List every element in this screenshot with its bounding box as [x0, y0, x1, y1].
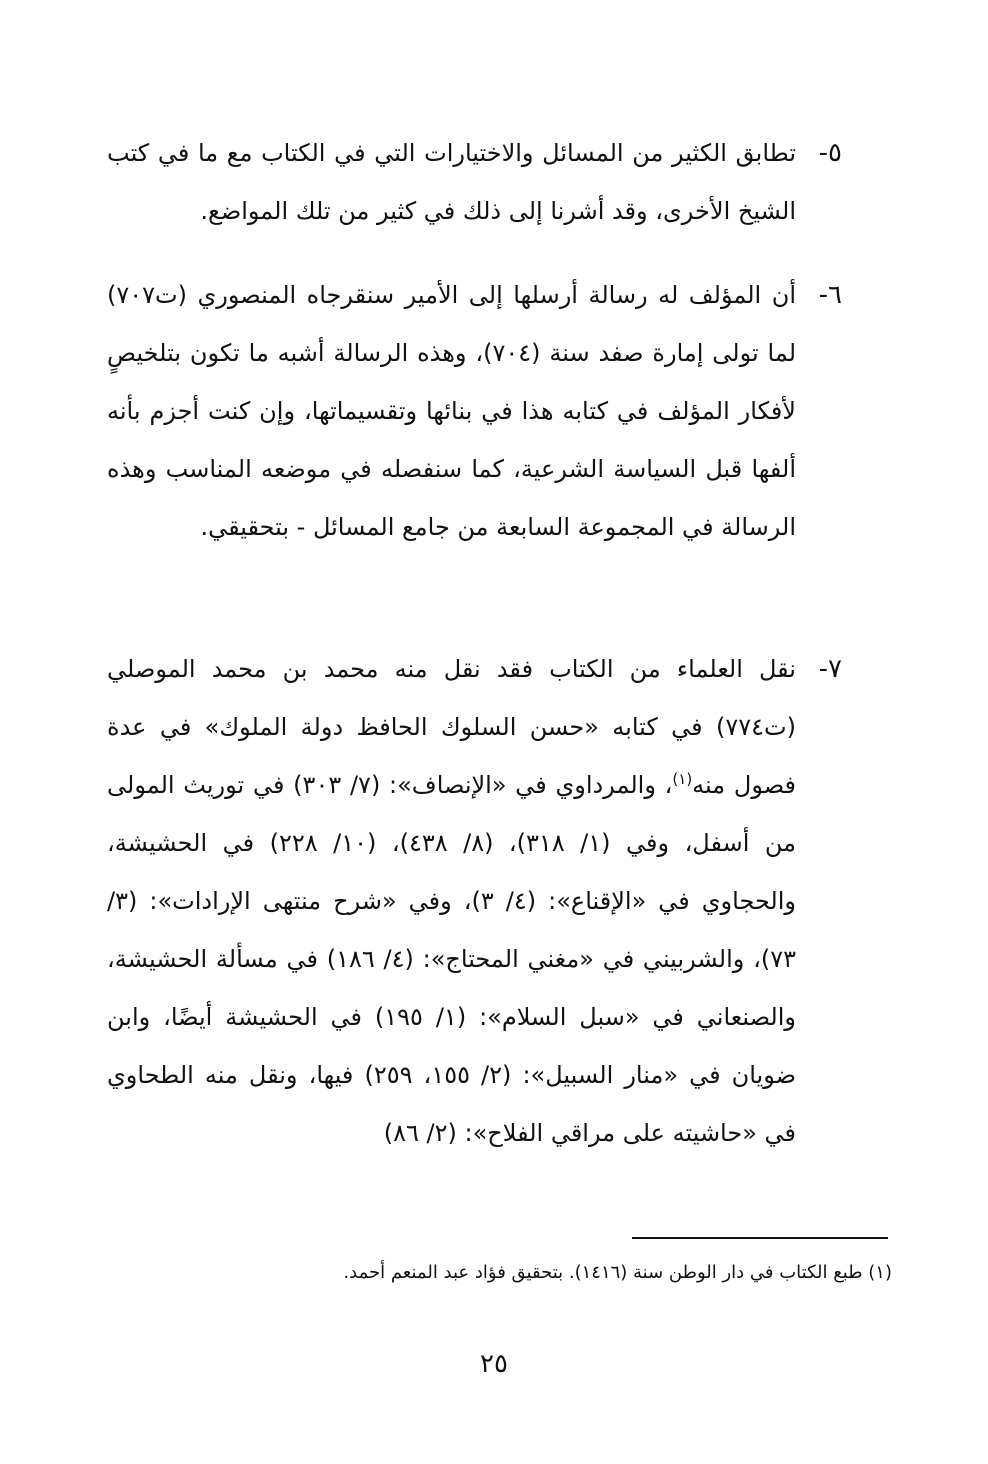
page-number: ٢٥ [480, 1349, 508, 1379]
footnote: (١) طبع الكتاب في دار الوطن سنة (١٤١٦). بتحقيق فؤاد عبد المنعم أحمد. [343, 1262, 892, 1283]
list-item-6 [107, 266, 842, 556]
item-text: أن المؤلف له رسالة أرسلها إلى الأمير سنقرجاه المنصوري (ت٧٠٧) لما تولى إمارة صفد سنة (٧٠٤)، وهذه الرسالة أشبه ما تكون بتلخيصٍ لأفكار المؤلف في كتابه هذا في بنائها وتقسيماتها، وإن كنت أجزم بأنه ألفها قبل السياسة الشرعية، كما سنفصله في موضعه المناسب وهذه الرسالة في المجموعة السابعة من جامع المسائل - بتحقيقي. [107, 281, 797, 541]
item-text-part: ، والمرداوي في «الإنصاف»: (٧/ ٣٠٣) في توريث المولى من أسفل، وفي (١/ ٣١٨)، (٨/ ٤٣٨)، (١٠/ ٢٢٨) في الحشيشة، والحجاوي في «الإقناع»: (٤/ ٣)، وفي «شرح منتهى الإرادات»: (٣/ ٧٣)، والشربيني في «مغني المحتاج»: (٤/ ١٨٦) في مسألة الحشيشة، والصنعاني في «سبل السلام»: (١/ ١٩٥) في الحشيشة أيضًا، وابن ضويان في «منار السبيل»: (٢/ ١٥٥، ٢٥٩) فيها، ونقل منه الطحاوي في «حاشيته على مراقي الفلاح»: (٢/ ٨٦) [107, 771, 797, 1147]
list-item-7 [107, 640, 842, 1162]
footnote-reference[interactable]: (١) [672, 770, 693, 788]
item-text-part: نقل العلماء من الكتاب فقد نقل منه محمد بن محمد الموصلي (ت٧٧٤) في كتابه «حسن السلوك الحافظ دولة الملوك» في عدة فصول منه [107, 655, 796, 799]
item-text: تطابق الكثير من المسائل والاختيارات التي في الكتاب مع ما في كتب الشيخ الأخرى، وقد أشرنا إلى ذلك في كثير من تلك المواضع. [107, 139, 796, 225]
footnote-divider [632, 1237, 888, 1239]
item-number: ٦- [818, 280, 842, 310]
list-item-5 [107, 124, 842, 240]
item-number: ٥- [818, 138, 842, 168]
item-number: ٧- [818, 654, 842, 684]
item-text [107, 640, 796, 1162]
